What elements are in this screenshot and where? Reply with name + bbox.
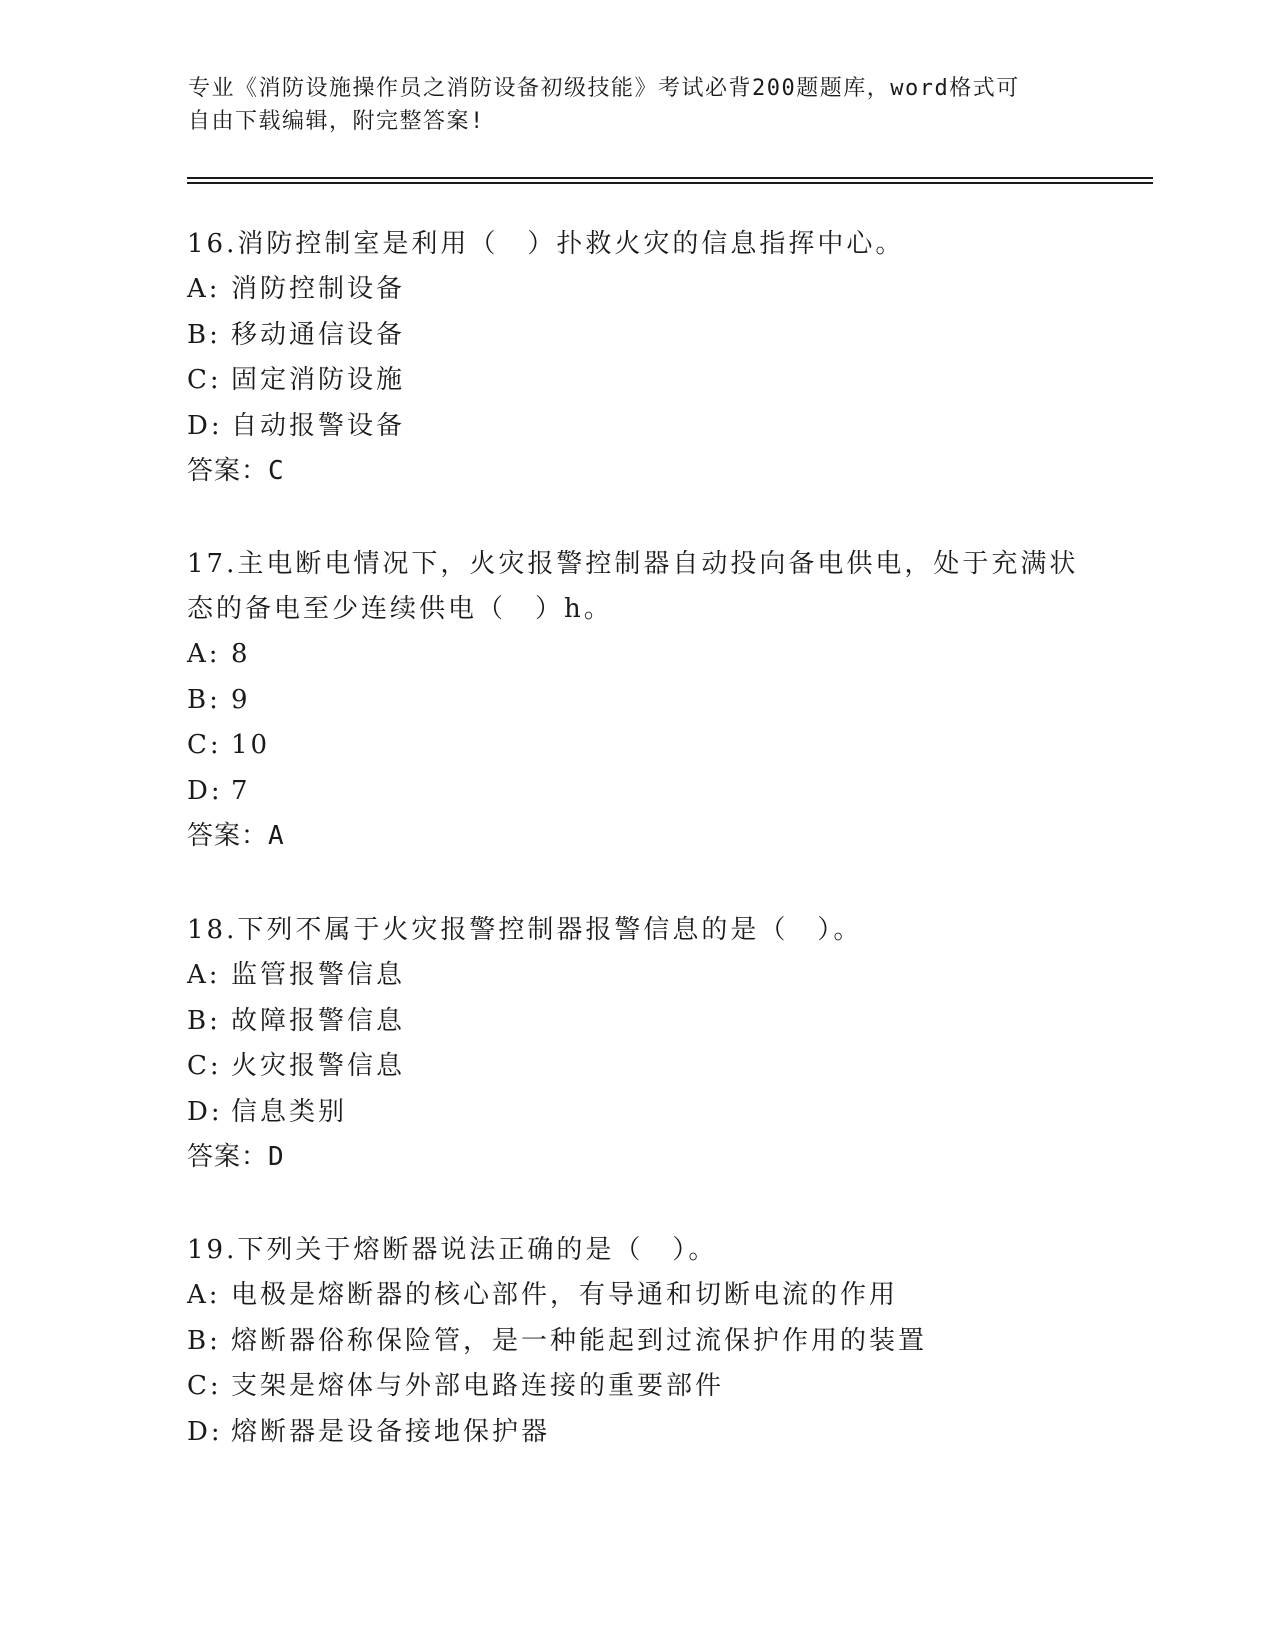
option-text: 10 <box>231 730 271 760</box>
answer-line: 答案：A <box>187 821 285 851</box>
option-c <box>187 723 1087 769</box>
question-stem: 19.下列关于熔断器说法正确的是（ ）。 <box>187 1235 718 1265</box>
option-d <box>187 769 1087 815</box>
question-stem: 18.下列不属于火灾报警控制器报警信息的是（ ）。 <box>187 915 863 945</box>
option-text: 7 <box>231 775 251 806</box>
option-text: 支架是熔体与外部电路连接的重要部件 <box>231 1371 725 1401</box>
question-18 <box>187 908 1087 1180</box>
option-text: 电极是熔断器的核心部件，有导通和切断电流的作用 <box>231 1280 899 1310</box>
option-text: 火灾报警信息 <box>231 1051 406 1081</box>
option-text: 消防控制设备 <box>231 274 406 304</box>
option-key: B: <box>187 684 221 715</box>
option-d <box>187 1090 1087 1136</box>
option-text: 熔断器俗称保险管，是一种能起到过流保护作用的装置 <box>231 1325 928 1356</box>
option-a <box>187 267 1087 313</box>
answer-line: 答案：C <box>187 456 285 486</box>
option-a <box>187 632 1087 678</box>
option-text: 固定消防设施 <box>231 365 406 395</box>
question-stem: 16.消防控制室是利用（ ）扑救火灾的信息指挥中心。 <box>187 229 905 259</box>
question-19 <box>187 1228 1087 1455</box>
option-key: D: <box>187 1416 223 1447</box>
option-a <box>187 1273 1087 1319</box>
question-16 <box>187 222 1087 494</box>
option-b <box>187 313 1087 359</box>
option-key: D: <box>187 775 223 806</box>
header-line-1: 专业《消防设施操作员之消防设备初级技能》考试必背200题题库，word格式可 <box>188 76 1020 101</box>
option-key: A: <box>187 960 221 990</box>
option-key: C: <box>187 365 222 395</box>
option-key: D: <box>187 1096 223 1127</box>
option-text: 熔断器是设备接地保护器 <box>231 1416 551 1447</box>
option-text: 自动报警设备 <box>231 410 406 441</box>
question-stem: 17.主电断电情况下，火灾报警控制器自动投向备电供电，处于充满状 <box>187 549 1079 579</box>
option-text: 9 <box>231 684 251 715</box>
option-c <box>187 1044 1087 1090</box>
option-key: B: <box>187 1325 221 1356</box>
option-key: B: <box>187 1005 221 1036</box>
option-key: B: <box>187 319 221 350</box>
option-text: 故障报警信息 <box>231 1005 406 1036</box>
option-key: A: <box>187 639 221 669</box>
answer-line: 答案：D <box>187 1142 285 1172</box>
option-key: A: <box>187 1280 221 1310</box>
header-divider-top <box>187 177 1153 179</box>
option-d <box>187 404 1087 450</box>
option-key: C: <box>187 1371 222 1401</box>
option-c <box>187 358 1087 404</box>
option-d <box>187 1410 1087 1456</box>
option-text: 8 <box>231 639 251 669</box>
option-text: 信息类别 <box>231 1096 348 1127</box>
option-key: A: <box>187 274 221 304</box>
option-b <box>187 1319 1087 1365</box>
option-key: C: <box>187 1051 222 1081</box>
header-divider-bottom <box>187 182 1153 184</box>
option-c <box>187 1364 1087 1410</box>
option-key: C: <box>187 730 222 760</box>
document-header <box>188 72 1068 138</box>
option-text: 监管报警信息 <box>231 960 406 990</box>
option-b <box>187 678 1087 724</box>
question-stem-continued: 态的备电至少连续供电（ ）h。 <box>187 594 613 624</box>
header-line-2: 自由下载编辑，附完整答案! <box>188 109 485 134</box>
option-b <box>187 999 1087 1045</box>
option-key: D: <box>187 410 223 441</box>
option-a <box>187 953 1087 999</box>
question-17 <box>187 542 1087 859</box>
option-text: 移动通信设备 <box>231 319 406 350</box>
